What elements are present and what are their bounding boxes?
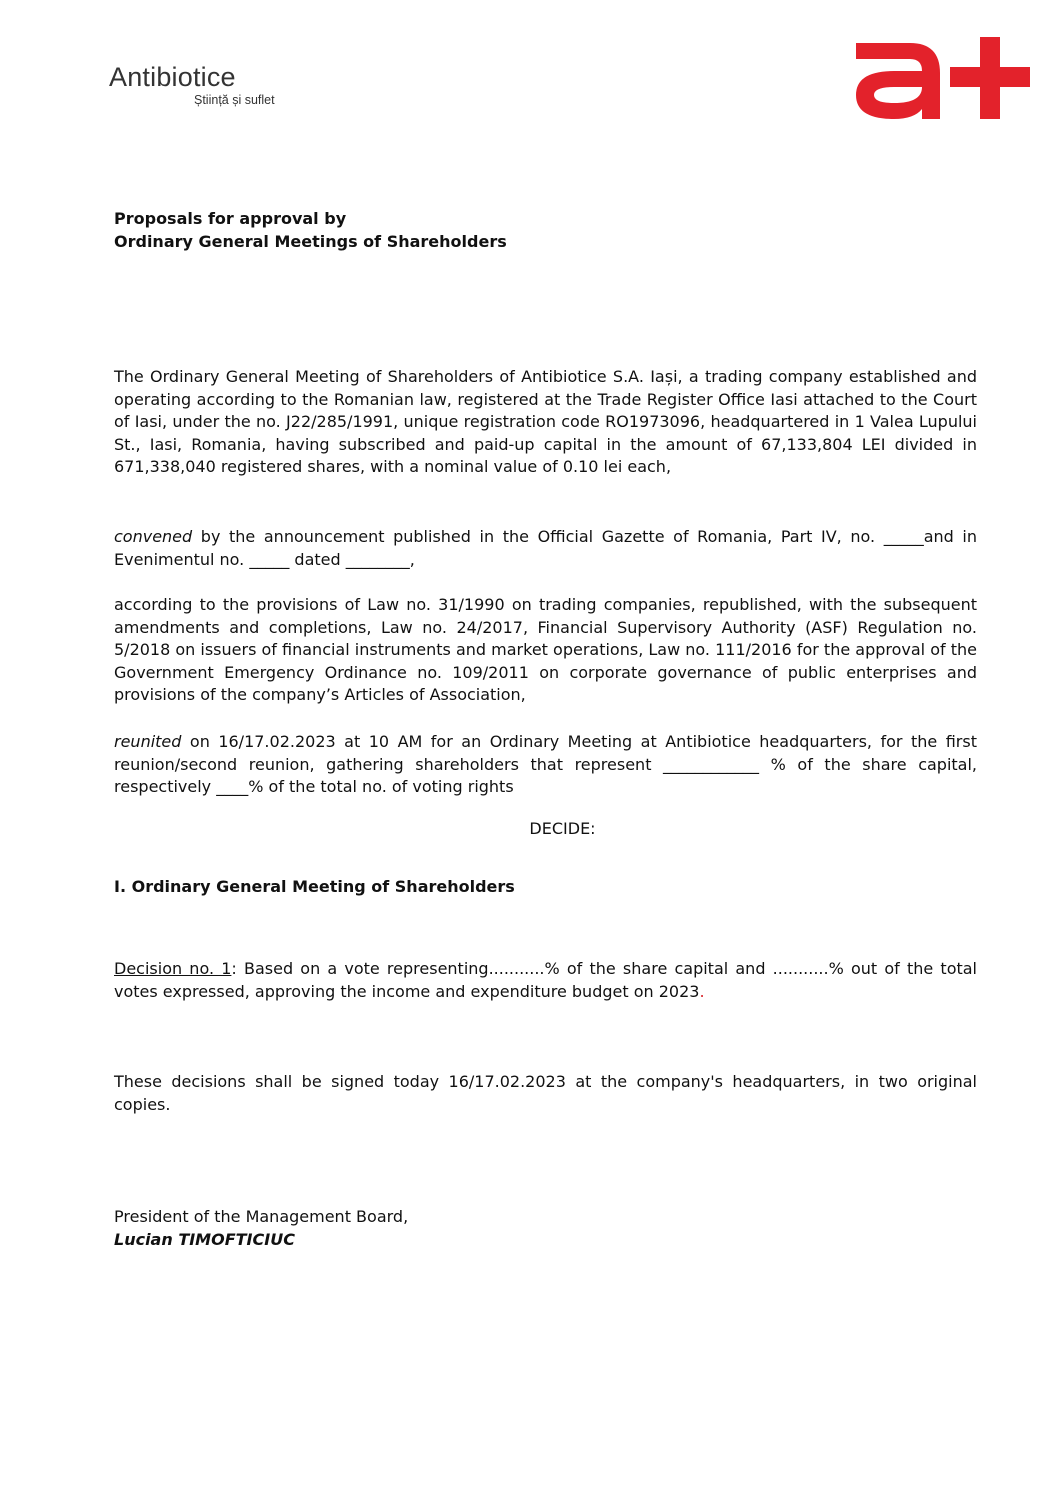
reunited-text: on 16/17.02.2023 at 10 AM for an Ordinary Meeting at Antibiotice headquarters, for the first reunion/second reunion, gathering shareholders that represent ____________ % of the share capital, respectively ____% of the total no. of voting rights [114, 732, 977, 796]
aplus-logo-icon [852, 33, 1032, 121]
title-line-1: Proposals for approval by [114, 209, 347, 228]
decision-end-mark: . [699, 981, 705, 1001]
signature-role: President of the Management Board, [114, 1207, 409, 1226]
signing-paragraph: These decisions shall be signed today 16/17.02.2023 at the company's headquarters, in two original copies. [114, 1072, 977, 1114]
brand-tagline: Știință și suflet [194, 93, 275, 107]
aplus-logo-a-shape [856, 43, 940, 119]
reunited-label: reunited [114, 732, 182, 751]
decide-text: DECIDE: [529, 819, 596, 838]
decision-text: : Based on a vote representing...........% of the share capital and ...........% out of the total votes expressed, approving the income and expenditure budget on 2023 [114, 959, 978, 1001]
section-heading: I. Ordinary General Meeting of Shareholders [114, 877, 515, 896]
decision-paragraph [114, 958, 977, 1003]
convened-text: by the announcement published in the Official Gazette of Romania, Part IV, no. _____and in Evenimentul no. _____ dated ________, [114, 527, 977, 569]
decision-label: Decision no. 1 [114, 959, 232, 978]
title-line-2: Ordinary General Meetings of Shareholders [114, 231, 507, 251]
convened-label: convened [114, 527, 193, 546]
page-title [114, 208, 977, 253]
antibiotice-logo [109, 62, 309, 108]
signature-name: Lucian TIMOFTICIUC [114, 1229, 295, 1249]
intro-paragraph: The Ordinary General Meeting of Shareholders of Antibiotice S.A. Iași, a trading company established and operating according to the Romanian law, registered at the Trade Register Office Iasi attached to the Court of Iasi, under the no. J22/285/1991, unique registration code RO1973096, headquartered in 1 Valea Lupului St., Iasi, Romania, having subscribed and paid-up capital in the amount of 67,133,804 LEI divided in 671,338,040 registered shares, with a nominal value of 0.10 lei each, [114, 367, 977, 476]
convened-paragraph [114, 526, 977, 571]
reunited-paragraph [114, 731, 977, 799]
aplus-logo-plus-horizontal [950, 67, 1030, 87]
decide-heading [114, 818, 977, 841]
brand-name: Antibiotice [109, 62, 236, 92]
signature-block [114, 1206, 977, 1251]
legal-paragraph: according to the provisions of Law no. 31/1990 on trading companies, republished, with the subsequent amendments and completions, Law no. 24/2017, Financial Supervisory Authority (ASF) Regulation no. 5/2018 on issuers of financial instruments and market operations, Law no. 111/2016 for the approval of the Government Emergency Ordinance no. 109/2011 on corporate governance of public enterprises and provisions of the company’s Articles of Association, [114, 595, 977, 704]
